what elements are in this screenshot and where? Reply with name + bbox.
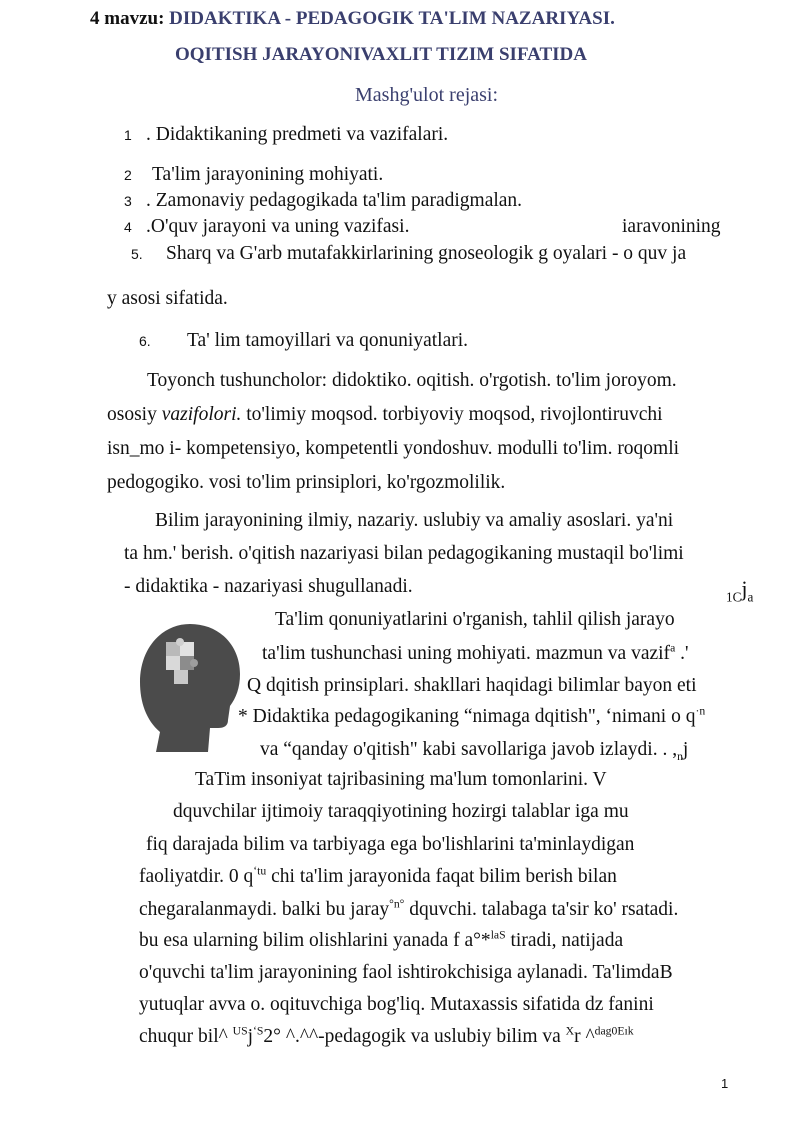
paragraph-line: Ta'lim qonuniyatlarini o'rganish, tahlil qilish jarayo	[275, 609, 675, 630]
paragraph-line	[262, 643, 689, 665]
line-text: dquvchi. talabaga ta'sir ko' rsatadi.	[404, 899, 679, 920]
paragraph-line	[260, 739, 688, 761]
plan-heading: Mashg'ulot rejasi:	[355, 84, 499, 106]
line-text: faoliyatdir. 0 q	[139, 866, 254, 887]
plan-item-text: . Zamonaviy pedagogikada ta'lim paradigmalan.	[146, 190, 523, 211]
paragraph-line	[139, 930, 623, 952]
plan-item-2	[124, 164, 383, 186]
paragraph-line: ta hm.' berish. o'qitish nazariyasi bilan pedagogikaning mustaqil bo'limi	[124, 543, 684, 564]
plan-item-text: Ta' lim tamoyillari va qonuniyatlari.	[187, 330, 469, 351]
paragraph-line: o'quvchi ta'lim jarayonining faol ishtirokchisiga aylanadi. Ta'limdaB	[139, 962, 673, 983]
line-sup: dag0Eık	[594, 1024, 634, 1038]
line-text: j	[682, 739, 689, 760]
line-text: * Didaktika pedagogikaning “nimaga dqitish", ‘nimani o q	[238, 706, 696, 727]
concepts-line: pedogogiko. vosi to'lim prinsiplori, ko'rgozmolilik.	[107, 472, 506, 493]
concepts-line: isn_mo i- kompetensiyo, kompetentli yondoshuv. modulli to'lim. roqomli	[107, 438, 680, 459]
paragraph-line	[238, 706, 705, 728]
line-sup: X	[565, 1024, 575, 1038]
plan-item-6	[139, 330, 468, 352]
plan-item-1	[124, 124, 448, 146]
line-text: tiradi, natijada	[505, 930, 624, 951]
page-title-line2: OQITISH JARAYONIVAXLIT TIZIM SIFATIDA	[175, 44, 587, 65]
topic-title: DIDAKTIKA - PEDAGOGIK TA'LIM NAZARIYASI.	[169, 8, 615, 29]
plan-item-number: 4	[124, 219, 132, 235]
plan-item-number: 2	[124, 167, 132, 183]
concepts-line	[107, 404, 663, 426]
line-text: 2° ^.^^-pedagogik va uslubiy bilim va	[263, 1026, 566, 1047]
stray-mark-main: j	[741, 576, 748, 601]
concepts-text: to'limiy moqsod. torbiyoviy moqsod, rivojlontiruvchi	[241, 404, 663, 425]
line-sup: laS	[490, 928, 506, 942]
line-sub: n	[677, 749, 683, 763]
line-sup: a	[670, 641, 676, 655]
concepts-text: ososiy	[107, 404, 162, 425]
line-sup: °n°	[389, 897, 405, 911]
plan-item-5	[131, 243, 686, 265]
plan-item-text: Sharq va G'arb mutafakkirlarining gnoseologik g oyalari - o quv ja	[166, 243, 687, 264]
page-title	[90, 8, 615, 30]
plan-item-number: 1	[124, 127, 132, 143]
paragraph-line: dquvchilar ijtimoiy taraqqiyotining hozirgi talablar iga mu	[173, 801, 629, 822]
paragraph-line	[139, 866, 617, 888]
stray-mark-sub2: a	[747, 589, 754, 605]
line-text: °*	[473, 930, 491, 951]
plan-item-number: 6.	[139, 333, 151, 349]
line-text: bu esa ularning bilim olishlarini yanada f a	[139, 930, 474, 951]
plan-item-text: . Didaktikaning predmeti va vazifalari.	[146, 124, 449, 145]
line-text: ta'lim tushunchasi uning mohiyati. mazmun va vazif	[262, 643, 671, 664]
stray-word: iaravonining	[622, 216, 721, 237]
paragraph-line: Bilim jarayonining ilmiy, nazariy. uslubiy va amaliy asoslari. ya'ni	[155, 510, 674, 531]
plan-item-3	[124, 190, 522, 212]
line-sup: ‘S	[253, 1024, 264, 1038]
plan-item-text: .O'quv jarayoni va uning vazifasi.	[146, 216, 410, 237]
stray-mark-sub: 1C	[726, 589, 742, 605]
paragraph-line	[139, 1026, 634, 1048]
plan-item-4	[124, 216, 409, 238]
line-text: .'	[675, 643, 689, 664]
line-sup: ·n	[695, 704, 706, 718]
line-sup: US	[232, 1024, 248, 1038]
paragraph-line: - didaktika - nazariyasi shugullanadi.	[124, 576, 413, 597]
line-text: j	[247, 1026, 254, 1047]
paragraph-line: fiq darajada bilim va tarbiyaga ega bo'lishlarini ta'minlaydigan	[146, 834, 635, 855]
plan-item-text: Ta'lim jarayonining mohiyati.	[152, 164, 384, 185]
stray-mark	[726, 576, 754, 605]
line-text: va “qanday o'qitish" kabi savollariga javob izlaydi. . ,	[260, 739, 678, 760]
page-number: 1	[721, 1076, 729, 1091]
line-sup: ‘tu	[253, 864, 267, 878]
line-text: chuqur bil^	[139, 1026, 233, 1047]
paragraph-line	[139, 899, 678, 921]
concepts-line: Toyonch tushuncholor: didoktiko. oqitish. o'rgotish. to'lim joroyom.	[147, 370, 677, 391]
paragraph-line: Q dqitish prinsiplari. shakllari haqidagi bilimlar bayon eti	[247, 675, 697, 696]
paragraph-line: yutuqlar avva o. oqituvchiga bog'liq. Mutaxassis sifatida dz fanini	[139, 994, 654, 1015]
topic-number: 4 mavzu:	[90, 8, 170, 29]
head-puzzle-image	[136, 620, 244, 756]
plan-item-5-continued: y asosi sifatida.	[107, 288, 228, 309]
line-text: chegaralanmaydi. balki bu jaray	[139, 899, 390, 920]
line-text: r ^	[574, 1026, 595, 1047]
plan-item-number: 3	[124, 193, 132, 209]
paragraph-line: TaTim insoniyat tajribasining ma'lum tomonlarini. V	[195, 769, 607, 790]
line-text: chi ta'lim jarayonida faqat bilim berish bilan	[266, 866, 617, 887]
plan-item-number: 5.	[131, 246, 143, 262]
concepts-italic: vazifolori.	[161, 404, 242, 425]
